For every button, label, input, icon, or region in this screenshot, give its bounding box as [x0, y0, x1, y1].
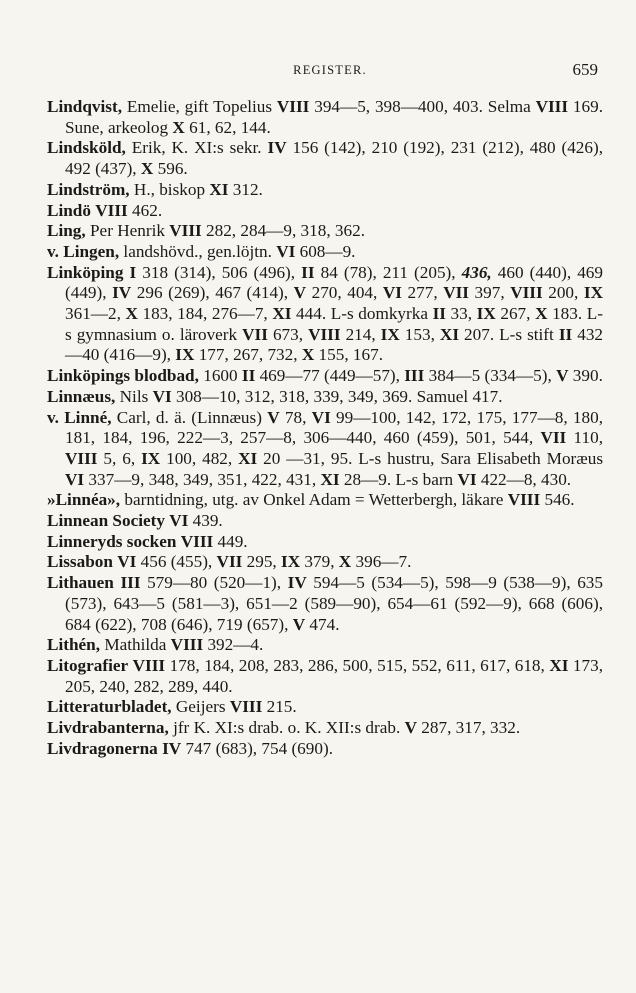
index-entry-lindo	[47, 201, 603, 222]
index-entry-litteraturbladet	[47, 697, 603, 718]
entry-keyword: Livdrabanterna,	[47, 718, 169, 738]
volume-number: V	[292, 614, 306, 634]
index-entry-linneryds-socken	[47, 532, 603, 553]
entry-keyword: Lithén,	[47, 635, 101, 655]
volume-number: II	[301, 262, 315, 282]
volume-number: I	[129, 262, 137, 282]
entry-text: 432—40 (416—9),	[65, 324, 604, 365]
index-entry-lindstrom	[47, 180, 603, 201]
entry-text: jfr K. XI:s drab. o. K. XII:s drab.	[168, 718, 405, 738]
volume-number: X	[172, 117, 185, 137]
entry-text: landshövd., gen.löjtn.	[119, 241, 277, 261]
entry-keyword: »Linnéa»,	[47, 490, 121, 510]
entry-text: Per Henrik	[85, 221, 170, 241]
volume-number: VII	[443, 283, 469, 303]
entry-text: 439.	[188, 511, 223, 531]
entry-text: 449.	[213, 531, 248, 551]
entry-text: 296 (269), 467 (414),	[131, 283, 294, 303]
volume-number: VI	[382, 283, 402, 303]
entry-keyword: Lissabon	[47, 552, 113, 572]
index-entry-lithen	[47, 635, 603, 656]
entry-text: 282, 284—9, 318, 362.	[201, 221, 365, 241]
index-entry-litografier	[47, 656, 603, 697]
volume-number: VI	[169, 511, 189, 531]
entry-text: 608—9.	[295, 241, 356, 261]
entry-text: 396—7.	[351, 552, 412, 572]
volume-number: VIII	[507, 490, 541, 510]
volume-number: IX	[281, 552, 301, 572]
entry-text: 444. L-s domkyrka	[291, 304, 433, 324]
volume-number: VIII	[169, 221, 202, 241]
index-entry-lithauen	[47, 573, 603, 635]
entry-text: 379,	[300, 552, 339, 572]
page-header	[62, 60, 598, 84]
volume-number: XI	[320, 469, 340, 489]
entry-text: 469—77 (449—57),	[255, 366, 405, 386]
entry-text: Mathilda	[100, 635, 171, 655]
entry-text: 392—4.	[203, 635, 264, 655]
volume-number: IX	[380, 324, 400, 344]
entry-text: 337—9, 348, 349, 351, 422, 431,	[84, 469, 321, 489]
volume-number: VII	[242, 324, 268, 344]
page-reference-italic: 436,	[461, 262, 492, 282]
entry-text: 99—100, 142, 172, 175, 177—8, 180, 181, 184, 196, 222—3, 257—8, 306—440, 460 (459), 501, 544,	[65, 407, 603, 448]
entry-text: 61, 62, 144.	[184, 117, 271, 137]
volume-number: VII	[540, 428, 567, 448]
volume-number: VI	[457, 469, 477, 489]
entry-text: 312.	[228, 179, 263, 199]
entry-text: 173, 205, 240, 282, 289, 440.	[65, 655, 603, 696]
entry-text: 579—80 (520—1),	[140, 573, 288, 593]
entry-text: 110,	[566, 428, 603, 448]
entry-text: 390.	[568, 366, 603, 386]
entry-text: 177, 267, 732,	[194, 345, 302, 365]
volume-number: VIII	[95, 200, 128, 220]
volume-number: II	[432, 304, 446, 324]
entry-text: Nils	[115, 386, 153, 406]
volume-number: X	[140, 159, 154, 179]
volume-number: IX	[476, 304, 496, 324]
entry-text: 596.	[153, 159, 188, 179]
entry-keyword: Linneryds socken	[47, 531, 177, 551]
volume-number: VIII	[132, 655, 166, 675]
index-entry-lindskold	[47, 138, 603, 179]
entry-text: 546.	[540, 490, 575, 510]
entry-text: 287, 317, 332.	[417, 718, 521, 738]
index-entry-livdrabanterna	[47, 718, 603, 739]
volume-number: VIII	[276, 97, 310, 116]
entry-keyword: Linköpings blodbad,	[47, 366, 199, 386]
volume-number: IV	[287, 573, 307, 593]
entry-text: 460 (440), 469 (449),	[65, 262, 603, 303]
entry-text: 394—5, 398—400, 403. Selma	[309, 97, 536, 116]
entry-text: 747 (683), 754 (690).	[181, 738, 333, 758]
volume-number: XI	[439, 324, 460, 344]
entry-text: 28—9. L-s barn	[339, 469, 458, 489]
volume-number: XI	[272, 304, 292, 324]
entry-text: Erik, K. XI:s sekr.	[125, 138, 268, 158]
volume-number: VII	[216, 552, 243, 572]
volume-number: VIII	[170, 635, 204, 655]
volume-number: IX	[141, 448, 161, 468]
index-entry-linnea	[47, 490, 603, 511]
entry-text: 397,	[469, 283, 511, 303]
entry-text: 456 (455),	[136, 552, 217, 572]
volume-number: V	[267, 407, 280, 427]
volume-number: XI	[549, 655, 569, 675]
entry-text: 100, 482,	[160, 448, 239, 468]
volume-number: VIII	[510, 283, 543, 303]
entry-text: 422—8, 430.	[476, 469, 572, 489]
entry-keyword: Lindqvist,	[47, 97, 122, 116]
index-entry-ling	[47, 221, 603, 242]
running-head: REGISTER.	[293, 63, 367, 77]
entry-text: 183, 184, 276—7,	[137, 304, 273, 324]
entry-text: Geijers	[171, 697, 230, 717]
page-number: 659	[572, 60, 598, 79]
volume-number: VI	[152, 386, 172, 406]
volume-number: IV	[112, 283, 132, 303]
volume-number: VI	[65, 469, 85, 489]
volume-number: V	[404, 718, 417, 738]
entry-keyword: Linköping	[47, 262, 124, 282]
index-entry-linnaeus	[47, 387, 603, 408]
entry-text: 318 (314), 506 (496),	[136, 262, 302, 282]
index-entry-linnean-society	[47, 511, 603, 532]
volume-number: XI	[238, 448, 258, 468]
volume-number: X	[338, 552, 352, 572]
entry-text: 156 (142), 210 (192), 231 (212), 480 (426), 492 (437),	[65, 138, 603, 179]
entry-text: 1600	[198, 366, 242, 386]
volume-number: IX	[175, 345, 195, 365]
entry-text: 673,	[267, 324, 309, 344]
entry-text: H., biskop	[129, 179, 210, 199]
entry-keyword: Lithauen	[47, 573, 114, 593]
entry-text: 33,	[445, 304, 477, 324]
entry-text: 200,	[542, 283, 584, 303]
entry-text: 153,	[399, 324, 440, 344]
entry-text: 84 (78), 211 (205),	[314, 262, 462, 282]
volume-number: VI	[311, 407, 331, 427]
entry-text: 361—2,	[65, 304, 126, 324]
entry-text: 78,	[279, 407, 312, 427]
volume-number: VIII	[65, 448, 98, 468]
volume-number: III	[404, 366, 425, 386]
index-entries	[47, 97, 603, 760]
entry-text: 295,	[242, 552, 281, 572]
entry-keyword: Lindö	[47, 200, 91, 220]
volume-number: II	[241, 366, 256, 386]
volume-number: IV	[162, 738, 182, 758]
entry-keyword: Litografier	[47, 655, 129, 675]
volume-number: IX	[583, 283, 603, 303]
entry-text: 270, 404,	[306, 283, 383, 303]
volume-number: II	[558, 324, 573, 344]
entry-text: 215.	[262, 697, 297, 717]
entry-text: 5, 6,	[97, 448, 142, 468]
volume-number: VIII	[229, 697, 263, 717]
index-entry-lindqvist	[47, 97, 603, 138]
index-entry-livdragonerna	[47, 739, 603, 760]
volume-number: X	[301, 345, 315, 365]
volume-number: V	[293, 283, 307, 303]
entry-text: 183. L-s gymnasium o. läroverk	[65, 304, 603, 344]
index-entry-linkopings-blodbad	[47, 366, 603, 387]
volume-number: VI	[117, 552, 137, 572]
index-entry-lissabon	[47, 552, 603, 573]
volume-number: IV	[267, 138, 287, 158]
entry-text: barntidning, utg. av Onkel Adam = Wetterbergh, läkare	[120, 490, 508, 510]
index-entry-linkoping	[47, 263, 603, 367]
volume-number: X	[535, 304, 548, 324]
entry-text: 308—10, 312, 318, 339, 349, 369. Samuel 417.	[171, 386, 503, 406]
entry-text: 20 —31, 95. L-s hustru, Sara Elisabeth Moræus	[257, 448, 604, 468]
entry-text: 267,	[495, 304, 536, 324]
entry-keyword: v. Linné,	[47, 407, 112, 427]
index-entry-lingen	[47, 242, 603, 263]
volume-number: III	[120, 573, 141, 593]
volume-number: VIII	[308, 324, 341, 344]
entry-keyword: Linnæus,	[47, 386, 116, 406]
volume-number: XI	[209, 179, 229, 199]
entry-keyword: Livdragonerna	[47, 738, 158, 758]
index-entry-linne	[47, 408, 603, 491]
volume-number: VIII	[180, 531, 214, 551]
entry-keyword: Lindsköld,	[47, 138, 126, 158]
entry-text: 277,	[402, 283, 444, 303]
entry-text: 214,	[340, 324, 381, 344]
entry-text: Carl, d. ä. (Linnæus)	[111, 407, 268, 427]
entry-text: Emelie, gift Topelius	[122, 97, 277, 116]
entry-keyword: Ling,	[47, 221, 86, 241]
entry-keyword: Linnean Society	[47, 511, 165, 531]
volume-number: VI	[276, 241, 296, 261]
entry-text: 155, 167.	[314, 345, 383, 365]
entry-keyword: Litteraturbladet,	[47, 697, 172, 717]
entry-text: 474.	[305, 614, 340, 634]
volume-number: X	[125, 304, 138, 324]
entry-text: 384—5 (334—5),	[424, 366, 557, 386]
volume-number: VIII	[535, 97, 569, 116]
entry-keyword: Lindström,	[47, 179, 130, 199]
entry-text: 462.	[127, 200, 163, 220]
entry-text: 169. Sune, arkeolog	[65, 97, 603, 137]
volume-number: V	[556, 366, 569, 386]
entry-text: 594—5 (534—5), 598—9 (538—9), 635 (573), 643—5 (581—3), 651—2 (589—90), 654—61 (592—9), 668 (606), 684 (622), 708 (646), 719 (657),	[65, 573, 603, 634]
entry-text: 207. L-s stift	[459, 324, 559, 344]
entry-text: 178, 184, 208, 283, 286, 500, 515, 552, 611, 617, 618,	[165, 655, 550, 675]
entry-keyword: v. Lingen,	[47, 241, 120, 261]
